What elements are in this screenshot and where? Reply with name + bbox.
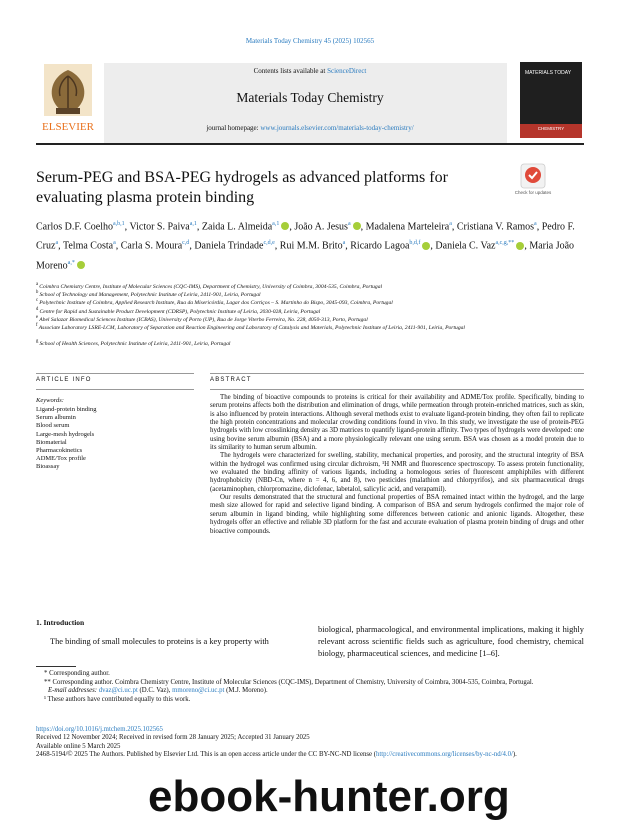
- author-name[interactable]: Daniela Trindade: [194, 240, 264, 252]
- author-affiliation-marker[interactable]: a,c,g,**: [495, 240, 515, 247]
- received-dates: Received 12 November 2024; Received in revised form 28 January 2025; Accepted 31 January 2025: [36, 734, 310, 742]
- author-name[interactable]: Maria João Moreno: [36, 240, 575, 271]
- check-for-updates-label[interactable]: Check for updates: [514, 190, 552, 195]
- keyword-item: Pharmacokinetics: [36, 447, 83, 455]
- abstract-rule: [210, 373, 584, 374]
- author-name[interactable]: João A. Jesus: [294, 221, 348, 233]
- author-name[interactable]: Madalena Marteleira: [365, 221, 450, 233]
- email-owner-moreno: (M.J. Moreno).: [226, 687, 268, 695]
- author-name[interactable]: Telma Costa: [62, 240, 114, 252]
- email-link-vaz[interactable]: dvaz@ci.uc.pt: [98, 687, 138, 695]
- abstract-heading: ABSTRACT: [210, 377, 252, 383]
- abstract-rule-2: [210, 389, 584, 390]
- article-info-heading: ARTICLE INFO: [36, 377, 92, 383]
- keyword-item: Biomaterial: [36, 438, 67, 446]
- author-affiliation-marker[interactable]: a: [449, 221, 452, 227]
- author-name[interactable]: Carla S. Moura: [120, 240, 183, 252]
- affiliation-marker: d: [36, 306, 40, 312]
- keyword-item: ADME/Tox profile: [36, 455, 86, 463]
- article-title: Serum-PEG and BSA-PEG hydrogels as advanced platforms for evaluating plasma protein binding: [36, 169, 448, 206]
- author-name[interactable]: Daniela C. Vaz: [435, 240, 496, 252]
- elsevier-wordmark: ELSEVIER: [42, 121, 94, 133]
- author-affiliation-marker[interactable]: a: [347, 221, 351, 227]
- author-affiliation-marker[interactable]: a: [55, 240, 59, 247]
- keyword-item: Bioassay: [36, 463, 60, 471]
- introduction-heading: 1. Introduction: [36, 618, 85, 627]
- orcid-icon[interactable]: [353, 222, 361, 230]
- author-affiliation-marker[interactable]: a,*: [67, 259, 75, 266]
- keywords-rule: [36, 389, 194, 390]
- orcid-icon[interactable]: [77, 261, 85, 269]
- author-affiliation-marker[interactable]: a: [342, 240, 346, 247]
- keyword-list: [36, 406, 176, 472]
- sciencedirect-link[interactable]: ScienceDirect: [327, 67, 367, 75]
- article-info-rule: [36, 373, 194, 374]
- keyword-item: Blood serum: [36, 422, 70, 430]
- online-date: Available online 5 March 2025: [36, 742, 121, 750]
- author-name[interactable]: Victor S. Paiva: [129, 221, 190, 233]
- affiliation-text: School of Health Sciences, Polytechnic Institute of Leiria, 2411-901, Leiria, Portugal: [39, 340, 231, 347]
- keyword-item: Serum albumin: [36, 414, 76, 422]
- author-affiliation-marker[interactable]: a: [113, 240, 116, 247]
- author-name[interactable]: Zaida L. Almeida: [201, 221, 273, 233]
- footnote-emails: [36, 687, 584, 696]
- affiliation-text: Associate Laboratory LSRE-LCM, Laboratory of Separation and Reaction Engineering and Laboratory of Catalysis and Materials, Polytechnic Institute of Leiria, 2411-901, Leiria, Portugal: [38, 324, 465, 331]
- affiliation-marker: b: [36, 290, 40, 296]
- affiliation-marker: e: [36, 314, 40, 320]
- affiliation-item: [36, 322, 584, 332]
- license-link[interactable]: http://creativecommons.org/licenses/by-nc-nd/4.0/: [375, 751, 513, 759]
- author-name[interactable]: Cristiana V. Ramos: [456, 221, 535, 233]
- footnote-corresponding-2: ** Corresponding author. Coimbra Chemistry Centre, Institute of Molecular Sciences (CQC-IMS), Department of Chemistry, University of Coimbra, 3004-535, Coimbra, Portugal.: [44, 678, 534, 686]
- email-label: E-mail addresses:: [48, 687, 98, 695]
- author-affiliation-marker[interactable]: c,d,e: [263, 240, 275, 247]
- affiliation-marker: g: [36, 338, 40, 344]
- homepage-link[interactable]: www.journals.elsevier.com/materials-today-chemistry/: [260, 124, 414, 132]
- author-list: Carlos D.F. Coelho$^{a,b,1}$, Victor S. Paiva$^{a,1}$, Zaida L. Almeida$^{a,1}$ , João A. Jesus$^a$ , Madalena Marteleira$^a$, Cristiana V. Ramos$^a$, Pedro F. Cruz$^a$, Telma Costa$^a$, Carla S. Moura$^{c,d}$, Daniela Trindade$^{c,d,e}$, Rui M.M. Brito$^a$, Ricardo Lagoa$^{b,d,f}$ , Daniela C. Vaz$^{a,c,g,**}$ , Maria João Moreno$^{a,*}$: [36, 221, 575, 271]
- footnote-corresponding-1: * Corresponding author.: [44, 670, 110, 677]
- author-name[interactable]: Ricardo Lagoa: [350, 240, 410, 252]
- journal-name: Materials Today Chemistry: [236, 90, 384, 105]
- orcid-icon[interactable]: [281, 222, 289, 230]
- cover-subtitle: CHEMISTRY: [537, 126, 565, 131]
- doi-link[interactable]: https://doi.org/10.1016/j.mtchem.2025.102565: [36, 726, 163, 733]
- author-affiliation-marker[interactable]: a: [534, 221, 537, 227]
- homepage-prefix: journal homepage:: [206, 124, 261, 132]
- footnotes: [36, 670, 584, 704]
- elsevier-logo[interactable]: [36, 62, 100, 136]
- affiliation-text: Centre for Rapid and Sustainable Product Development (CDRSP), Polytechnic Institute of Leiria, 2030-028, Leiria, Portugal: [39, 308, 321, 315]
- intro-column-2-text: biological, pharmacological, and environmental implications, making it highly relevant across scientific fields such as agriculture, food chemistry, chemical biology, pharmaceutical sciences, and medicine [1–6].: [318, 625, 584, 658]
- abstract-paragraph: Our results demonstrated that the structural and functional properties of BSA remained intact within the hydrogel, and the large mesh size allowed for rapid and selective ligand binding. A comparison of BSA and serum hydrogels confirmed the major role of serum albumin in ligand binding, while highlighting some differences between cationic and anionic ligands. Altogether, these hydrogels offer an effective and reliable 3D platform for the fast and accurate evaluation of plasma protein binding of drugs and other bioactive compounds.: [210, 494, 584, 535]
- orcid-icon[interactable]: [516, 242, 524, 250]
- keywords-title: Keywords:: [36, 397, 64, 404]
- author-affiliation-marker[interactable]: b,d,f: [409, 240, 421, 247]
- keyword-item: Large-mesh hydrogels: [36, 430, 95, 438]
- orcid-icon[interactable]: [422, 242, 430, 250]
- keyword-item: Ligand-protein binding: [36, 406, 97, 413]
- publication-info: [36, 726, 584, 760]
- watermark: ebook-hunter.org: [148, 772, 510, 821]
- contents-prefix: Contents lists available at: [253, 67, 328, 75]
- footnote-rule: [36, 666, 76, 667]
- author-name[interactable]: Carlos D.F. Coelho: [36, 221, 113, 233]
- affiliation-text: Coimbra Chemistry Centre, Institute of Molecular Sciences (CQC-IMS), Department of Chemistry, University of Coimbra, 3004-535, Coimbra, Portugal: [39, 283, 383, 290]
- abstract-paragraph: The hydrogels were characterized for swelling, stability, mechanical properties, and porosity, and the structural integrity of BSA within the hydrogel was confirmed using circular dichroism, ¹H NMR and fluorescence spectroscopy. To assess protein functionality, we evaluated the binding affinity of various ligands, including a homologous series of fluorescent amphiphiles with different hydrophobicity (NBD-Cn, where n = 4, 6, and 8), two pesticides (malathion and chlorpyrifos), and six pharmaceutical drugs (acetaminophen, chlorpromazine, diclofenac, labetalol, salicylic acid, and verapamil).: [210, 452, 584, 493]
- affiliation-text: Abel Salazar Biomedical Sciences Institute (ICBAS), University of Porto (UP), Rua de Jorge Viterbo Ferreira, No. 228, 4050-313, Porto, Portugal: [39, 316, 368, 323]
- author-affiliation-marker[interactable]: c,d: [182, 240, 190, 247]
- header-divider: [36, 143, 584, 145]
- affiliation-text: Polytechnic Institute of Coimbra, Applied Research Institute, Rua da Misericórdia, Lagar dos Cortiços – S. Martinho do Bispo, 3045-093, Coimbra, Portugal: [39, 300, 393, 307]
- check-for-updates-icon[interactable]: [520, 163, 546, 189]
- email-link-moreno[interactable]: mmoreno@ci.uc.pt: [172, 687, 225, 695]
- footnote-equal-contribution: ¹ These authors have contributed equally to this work.: [44, 695, 191, 703]
- author-name[interactable]: Pedro F. Cruz: [36, 221, 575, 252]
- journal-reference[interactable]: Materials Today Chemistry 45 (2025) 102565: [245, 37, 375, 45]
- license-statement: [36, 751, 584, 759]
- affiliation-marker: f: [36, 323, 39, 328]
- cover-title: MATERIALS TODAY: [525, 70, 572, 76]
- intro-column-1: The binding of small molecules to proteins is a key property with: [50, 637, 269, 646]
- email-owner-vaz: (D.C. Vaz),: [139, 687, 171, 695]
- author-affiliation-marker[interactable]: a,b,1: [112, 221, 125, 227]
- author-affiliation-marker[interactable]: a,1: [272, 221, 280, 227]
- affiliation-text: School of Technology and Management, Polytechnic Institute of Leiria, 2411-901, Leiria, Portugal: [39, 292, 261, 299]
- affiliation-item: [36, 338, 584, 348]
- license-suffix: ).: [512, 751, 517, 759]
- abstract-body: [210, 394, 584, 536]
- intro-column-2: [318, 624, 584, 660]
- author-affiliation-marker[interactable]: a,1: [189, 221, 197, 227]
- author-name[interactable]: Rui M.M. Brito: [279, 240, 343, 252]
- abstract-paragraph: The binding of bioactive compounds to proteins is critical for their availability and ADME/Tox profile. Specifically, binding to serum proteins affects both the distribution and elimination of drugs, while permeation through protein-enriched matrices, such as skin, is also influenced by protein interactions. Although several methods exist to evaluate ligand-protein binding, they often fail to replicate the high protein concentrations and molecular crowding conditions found in vivo. In this study, we investigate the use of protein-PEG hydrogels with low crosslinking density as 3D matrices to quantify ligand-protein affinity. Two types of hydrogels were developed: one using bovine serum albumin (BSA) and a more physiologically relevant one using serum. BSA was chosen as a model protein due to its similarity to human serum albumin.: [210, 394, 584, 452]
- affiliation-marker: a: [36, 282, 40, 287]
- license-prefix: 2468-5194/© 2025 The Authors. Published by Elsevier Ltd. This is an open access article under the CC BY-NC-ND license (: [36, 751, 376, 759]
- affiliation-marker: c: [36, 298, 40, 304]
